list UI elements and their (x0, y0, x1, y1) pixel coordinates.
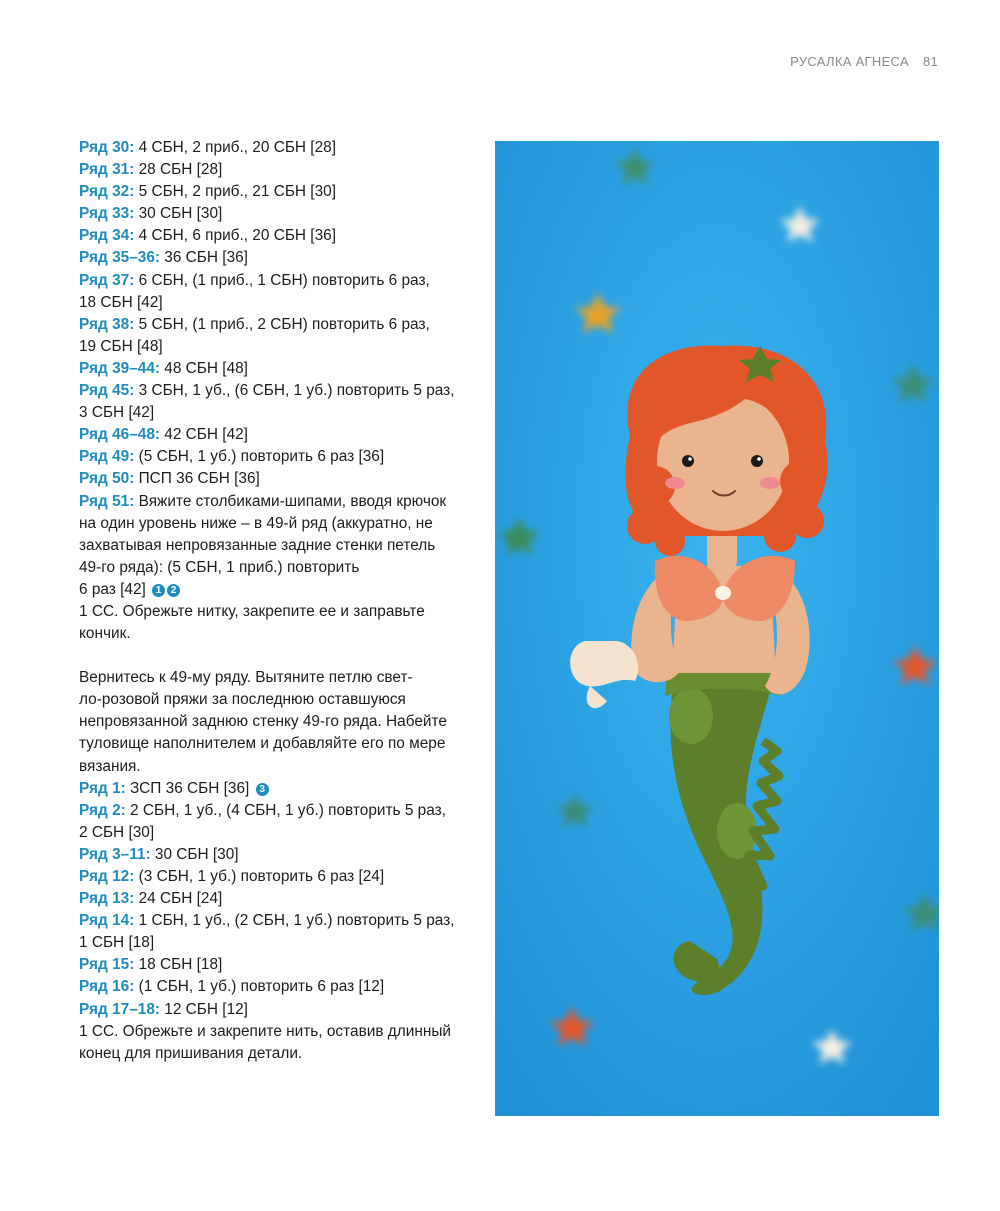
row-label: Ряд 30: (79, 139, 135, 156)
row-line (79, 203, 489, 225)
row-label: Ряд 35–36: (79, 249, 161, 267)
row-text: 36 СБН [36] (160, 249, 248, 267)
row-text: 3 СБН [42] (79, 404, 155, 422)
row-line (79, 999, 489, 1021)
page-number: 81 (922, 54, 938, 69)
row-line (79, 976, 489, 998)
pearl (715, 586, 731, 600)
row-text: 19 СБН [48] (79, 337, 163, 355)
row-text: (1 СБН, 1 уб.) повторить 6 раз [12] (134, 978, 385, 996)
row-text: 2 СБН, 1 уб., (4 СБН, 1 уб.) повторить 5 раз, (125, 801, 446, 819)
row-text: 2 СБН [30] (79, 823, 155, 841)
row-line (79, 270, 489, 292)
step-badge-1: 1 (152, 584, 165, 597)
cheek (760, 477, 780, 489)
row-label: Ряд 50: (79, 470, 135, 488)
row-line (79, 932, 489, 954)
paragraph-line: ло-розовой пряжи за последнюю оставшуюся (79, 691, 406, 709)
row-line (79, 225, 489, 247)
row-text: 18 СБН [42] (79, 293, 163, 311)
paragraph-line: вязания. (79, 757, 141, 775)
row-label: Ряд 49: (79, 448, 135, 466)
finish-line: 1 СС. Обрежьте и закрепите нить, оставив длинный (79, 1022, 452, 1040)
row-line (79, 292, 489, 314)
row-label: Ряд 39–44: (79, 359, 161, 377)
eye (682, 455, 694, 467)
row-text: 42 СБН [42] (160, 426, 248, 444)
row-line (79, 424, 489, 446)
row-text: 5 СБН, (1 приб., 2 СБН) повторить 6 раз, (134, 315, 430, 333)
row-line (79, 910, 489, 932)
row-text: 48 СБН [48] (160, 359, 248, 377)
row-text: 30 СБН [30] (134, 205, 223, 223)
step-badge-2: 2 (167, 584, 180, 597)
row-line (79, 888, 489, 910)
row-label: Ряд 33: (79, 205, 135, 223)
row-text: Вяжите столбиками-шипами, вводя крючок (134, 492, 447, 510)
row-label: Ряд 15: (79, 956, 135, 974)
row-line (79, 954, 489, 976)
row-text: 6 СБН, (1 приб., 1 СБН) повторить 6 раз, (134, 271, 430, 289)
row-line (79, 137, 489, 159)
finish-line: кончик. (79, 625, 131, 643)
row-line (79, 159, 489, 181)
row-label: Ряд 51: (79, 492, 135, 510)
row-label: Ряд 38: (79, 315, 135, 333)
row-text: ЗСП 36 СБН [36] (125, 779, 250, 797)
row-line (79, 380, 489, 402)
row-label: Ряд 14: (79, 912, 135, 930)
row-label: Ряд 46–48: (79, 426, 161, 444)
row-text: 18 СБН [18] (134, 956, 223, 974)
hair-curl (764, 520, 796, 552)
row-text: (3 СБН, 1 уб.) повторить 6 раз [24] (134, 868, 385, 885)
row-text: захватывая непровязанные задние стенки петель (79, 536, 436, 554)
running-header (790, 54, 938, 69)
cheek (665, 477, 685, 489)
row-line (79, 513, 489, 535)
row-line (79, 491, 489, 513)
row-line (79, 446, 489, 468)
step-badge-3: 3 (256, 783, 269, 796)
row-label: Ряд 17–18: (79, 1000, 161, 1018)
row51-end-line: 6 раз [42] 1 2 (79, 579, 489, 601)
row-label: Ряд 3–11: (79, 845, 151, 863)
row-line (79, 866, 489, 888)
row-label: Ряд 2: (79, 801, 126, 819)
finish-line: 1 СС. Обрежьте нитку, закрепите ее и заправьте (79, 602, 425, 620)
row-line (79, 535, 489, 557)
chapter-title: РУСАЛКА АГНЕСА (790, 54, 909, 69)
row-label: Ряд 32: (79, 183, 135, 201)
row-text: 28 СБН [28] (134, 161, 223, 179)
row-text: (5 СБН, 1 уб.) повторить 6 раз [36] (134, 448, 385, 466)
finish-line: конец для пришивания детали. (79, 1044, 303, 1062)
row-text: 49-го ряда): (5 СБН, 1 приб.) повторить (79, 558, 360, 576)
row-text: ПСП 36 СБН [36] (134, 470, 260, 488)
tail-scale (669, 688, 713, 744)
row-text: 3 СБН, 1 уб., (6 СБН, 1 уб.) повторить 5 раз, (134, 382, 455, 400)
row-line (79, 314, 489, 336)
row-label: Ряд 31: (79, 161, 135, 179)
row-text: 12 СБН [12] (160, 1000, 248, 1018)
mermaid-photo (495, 141, 939, 1116)
pattern-text (79, 137, 489, 1065)
row-line (79, 800, 489, 822)
toy-fish (570, 641, 638, 686)
spacer (79, 645, 489, 667)
row-label: Ряд 13: (79, 890, 135, 908)
row-line (79, 336, 489, 358)
row-line (79, 181, 489, 203)
row-line (79, 778, 489, 800)
rows-part1 (79, 137, 489, 579)
hair-curl (780, 461, 820, 501)
row-text: на один уровень ниже – в 49-й ряд (аккуратно, не (79, 514, 433, 532)
rows-part2 (79, 800, 489, 1021)
row-line (79, 402, 489, 424)
row-line (79, 844, 489, 866)
row-text: 1 СБН, 1 уб., (2 СБН, 1 уб.) повторить 5 раз, (134, 912, 455, 930)
row-label: Ряд 12: (79, 868, 135, 885)
row-line (79, 358, 489, 380)
row-label: Ряд 16: (79, 978, 135, 996)
row-text: 24 СБН [24] (134, 890, 223, 908)
row-text: 4 СБН, 6 приб., 20 СБН [36] (134, 227, 336, 245)
row-text: 4 СБН, 2 приб., 20 СБН [28] (134, 139, 336, 156)
row-line (79, 822, 489, 844)
row-text: 5 СБН, 2 приб., 21 СБН [30] (134, 183, 336, 201)
row-line (79, 247, 489, 269)
row-line (79, 468, 489, 490)
row-label: Ряд 1: (79, 779, 126, 797)
hair-curl (655, 526, 685, 556)
row-label: Ряд 37: (79, 271, 135, 289)
row-line (79, 557, 489, 579)
paragraph-line: непровязанной заднюю стенку 49-го ряда. Набейте (79, 713, 447, 731)
row-label: Ряд 34: (79, 227, 135, 245)
row-text: 30 СБН [30] (150, 845, 239, 863)
eye (751, 455, 763, 467)
row-label: Ряд 45: (79, 382, 135, 400)
paragraph-line: Вернитесь к 49-му ряду. Вытяните петлю свет- (79, 669, 413, 687)
paragraph-line: туловище наполнителем и добавляйте его по мере (79, 735, 446, 753)
row-text: 1 СБН [18] (79, 934, 155, 952)
